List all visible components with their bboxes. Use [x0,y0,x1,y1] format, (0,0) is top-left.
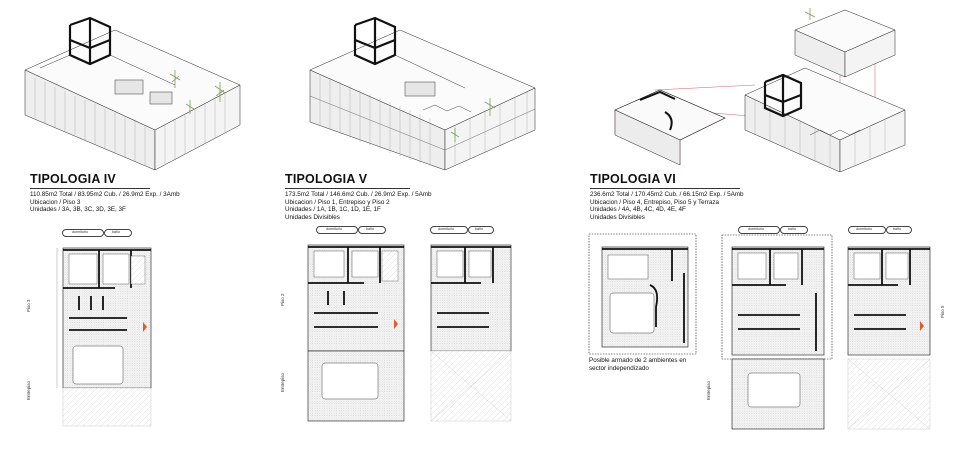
floor-label: Entrepiso [280,372,285,392]
panel-1-spec-line: Ubicacion / Piso 3 [30,198,81,206]
floor-plan-tipologia-vi-b [840,233,940,433]
panel-3-note-line: sector independizado [589,364,649,372]
floor-plan-tipologia-vi-independent [588,233,698,355]
panel-1-spec-line: 110.85m2 Total / 83.95m2 Cub. / 26.9m2 Exp. / 3Amb [30,191,180,198]
panel-3-specs [590,191,744,221]
room-label: dormitorio [72,230,88,234]
panel-3-spec-line: 236.6m2 Total / 170.45m2 Cub. / 66.15m2 Exp. / 5Amb [590,191,744,198]
panel-3-spec-line: Ubicacion / Piso 4, Entrepiso, Piso 5 y Terraza [590,198,720,206]
panel-2-spec-line: Ubicacion / Piso 1, Entrepiso y Piso 2 [285,198,390,206]
room-label: dormitorio [326,227,342,231]
room-label: baño [893,227,901,231]
room-label: baño [475,227,483,231]
panel-2-title: TIPOLOGIA V [285,172,368,186]
floor-plan-tipologia-v-b [425,235,520,430]
panel-2-spec-line: Unidades Divisibles [285,213,340,221]
room-label: baño [366,227,374,231]
panel-3-title: TIPOLOGIA VI [590,172,676,186]
panel-2-title-rule [285,188,410,189]
panel-3-note-line: Posible armado de 2 ambientes en [589,357,687,364]
floor-label: Piso 5 [940,305,945,318]
panel-1-specs [30,191,180,214]
axonometric-tipologia-iv [15,10,250,170]
panel-1-title-rule [30,188,150,189]
floor-plan-tipologia-iv [55,238,160,428]
panel-1-spec-line: Unidades / 3A, 3B, 3C, 3D, 3E, 3F [30,206,126,214]
floor-label: Piso 3 [26,299,31,312]
panel-3-spec-line: Unidades Divisibles [590,213,645,221]
room-label: dormitorio [438,227,454,231]
panel-3-spec-line: Unidades / 4A, 4B, 4C, 4D, 4E, 4F [590,206,686,214]
floor-label: Entrepiso [706,380,711,400]
floor-label: Piso 2 [280,293,285,306]
room-label: dormitorio [748,227,764,231]
floor-plan-tipologia-v-a [300,235,415,430]
room-label: dormitorio [856,227,872,231]
axonometric-tipologia-v [305,10,545,170]
panel-2-spec-line: 173.5m2 Total / 146.6m2 Cub. / 26.9m2 Exp. / 5Amb [285,191,432,198]
room-label: baño [112,230,120,234]
panel-3-note [589,357,686,372]
panel-2-specs [285,191,432,221]
panel-3-title-rule [590,188,740,189]
floor-label: Entrepiso [26,380,31,400]
panel-2-spec-line: Unidades / 1A, 1B, 1C, 1D, 1E, 1F [285,206,381,214]
panel-1-title: TIPOLOGIA IV [30,172,116,186]
floor-plan-tipologia-vi-a [720,233,835,433]
room-label: baño [788,227,796,231]
axonometric-tipologia-vi [605,0,935,175]
